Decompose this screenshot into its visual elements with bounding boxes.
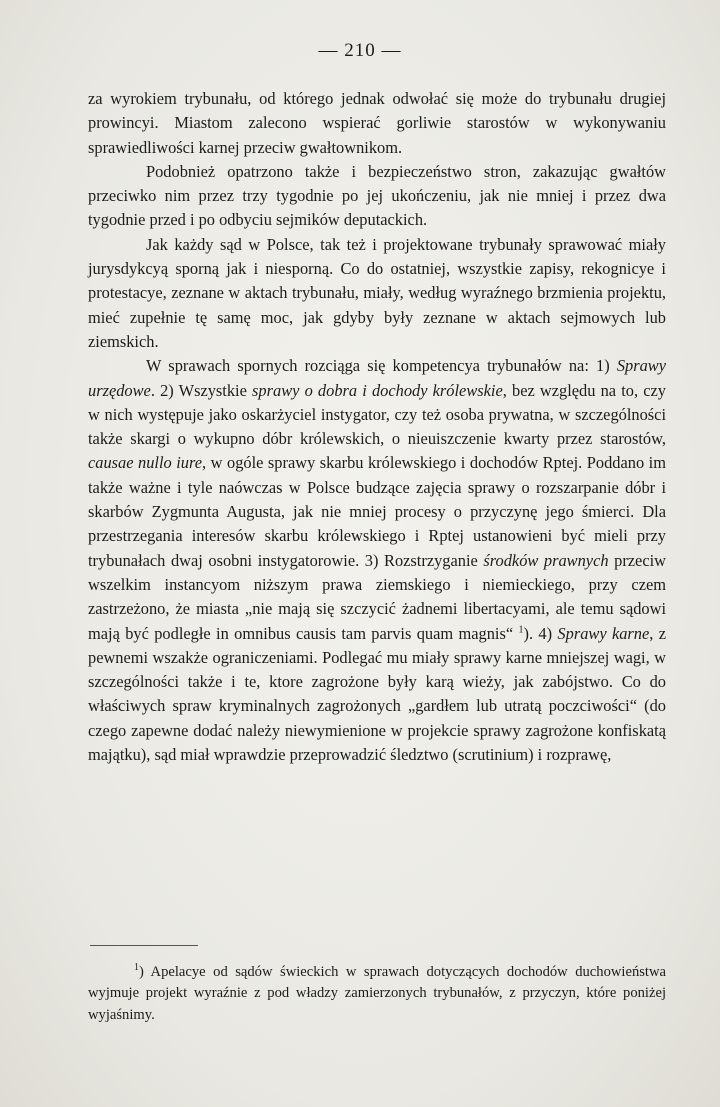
- body-text: [88, 87, 666, 767]
- footnote-divider: [90, 945, 198, 946]
- footnote: [88, 962, 666, 1026]
- italic-phrase: causae nullo iure: [88, 453, 203, 473]
- italic-phrase: środków prawnych: [483, 550, 609, 570]
- italic-phrase: sprawy o dobra i dochody królewskie: [252, 380, 503, 400]
- footnote-marker: 1: [134, 962, 139, 974]
- text-run: za wyrokiem trybunału, od którego jednak odwołać się może do trybunału drugiej prowincyi. Miastom zalecono wspierać gorliwie starostów w wykonywaniu sprawiedliwości karnej przeciw gwałtownikom.: [88, 89, 666, 157]
- italic-phrase: Sprawy urzędowe: [88, 356, 666, 400]
- text-run: , z pewnemi wszakże ograniczeniami. Podlegać mu miały sprawy karne mniejszej wagi, w szczególności także i te, ktore zagrożone były karą wieży, jak zabójstwo. Co do właściwych spraw kryminalnych zagrożonych „gardłem lub utratą poczciwości“ (do czego zapewne dodać należy niewymienione w projekcie sprawy zagrożone konfiskatą majątku), sąd miał wprawdzie przeprowadzić śledztwo (scrutinium) i rozprawę,: [88, 623, 667, 765]
- text-run: Jak każdy sąd w Polsce, tak też i projektowane trybunały sprawować miały jurysdykcyą sporną jak i niesporną. Co do ostatniej, wszystkie zapisy, rekognicye i protestacye, zeznane w aktach trybunału, miały, według wyraźnego brzmienia projektu, mieć zupełnie tę samę moc, jak gdyby były zeznane w aktach sejmowych lub ziemskich.: [88, 234, 666, 351]
- paragraph: [88, 233, 666, 354]
- paragraph: [88, 354, 666, 767]
- italic-phrase: Sprawy karne: [557, 623, 650, 643]
- text-run: W sprawach spornych rozciąga się kompetencya trybunałów na: 1): [146, 356, 617, 376]
- text-run: , bez względu na to, czy w nich występuje jako oskarżyciel instygator, czy też osoba prywatna, w szczególności także skargi o wykupno dóbr królewskich, o nieuiszczenie kwarty przez starostów,: [88, 380, 666, 449]
- footnote-reference: 1: [518, 624, 524, 636]
- text-run: Podobnież opatrzono także i bezpieczeństwo stron, zakazując gwałtów przeciwko nim przez trzy tygodnie po jej ukończeniu, jak nie mniej i przez dwa tygodnie przed i po odbyciu sejmików deputackich.: [88, 161, 666, 230]
- footnote-text: ) Apelacye od sądów świeckich w sprawach dotyczących dochodów duchowieństwa wyjmuje projekt wyraźnie z pod władzy zamierzonych trybunałów, z przyczyn, które poniżej wyjaśnimy.: [88, 964, 666, 1023]
- text-run: ). 4): [523, 623, 558, 643]
- text-run: . 2) Wszystkie: [150, 380, 253, 400]
- text-run: przeciw wszelkim instancyom niższym prawa ziemskiego i niemieckiego, przy czem zastrzeżono, że miasta „nie mają się szczycić żadnemi libertacyami, ale temu sądowi mają być podległe in omnibus causis tam parvis quam magnis“: [88, 550, 666, 643]
- text-run: , w ogóle sprawy skarbu królewskiego i dochodów Rptej. Poddano im także ważne i tyle naówczas w Polsce budzące zajęcia sprawy o rozszarpanie dóbr i skarbów Zygmunta Augusta, jak nie mniej procesy o przyczynę jego śmierci. Dla przestrzegania interesów skarbu królewskiego i Rptej ustanowieni być mieli przy trybunałach dwaj osobni instygatorowie. 3) Rozstrzyganie: [88, 453, 666, 570]
- page-number: — 210 —: [318, 40, 402, 61]
- paragraph: [88, 87, 666, 160]
- paragraph: [88, 160, 666, 233]
